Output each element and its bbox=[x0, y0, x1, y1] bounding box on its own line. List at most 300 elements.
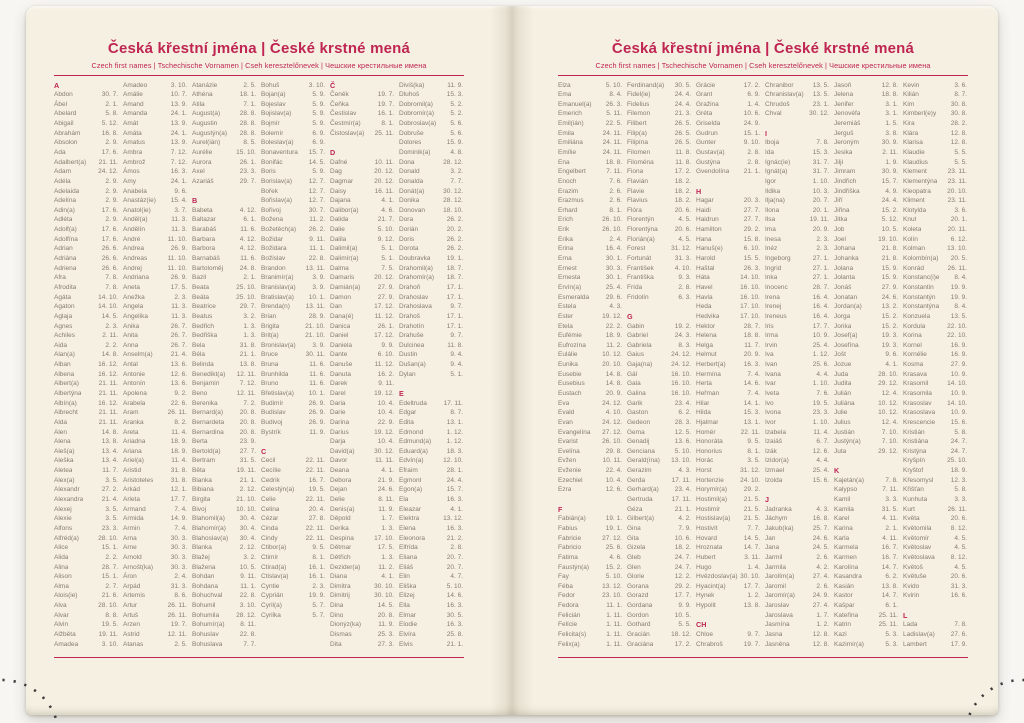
nameday-date: 30. 3. bbox=[170, 544, 187, 552]
nameday-date: 11. 3. bbox=[171, 216, 187, 224]
nameday-date: 9. 11. bbox=[240, 573, 256, 581]
nameday-date: 14. 5. bbox=[101, 312, 118, 320]
given-name: Daria bbox=[330, 399, 346, 407]
given-name: Donát(a) bbox=[399, 187, 425, 195]
name-entry bbox=[903, 215, 967, 225]
nameday-date: 17. 6. bbox=[101, 235, 118, 243]
nameday-date: 5. 3. bbox=[885, 631, 898, 639]
given-name: Krasoslav bbox=[903, 399, 932, 407]
nameday-date: 22. 5. bbox=[605, 120, 622, 128]
given-name: Dalimír(a) bbox=[330, 255, 359, 263]
nameday-date: 15. 9. bbox=[881, 274, 898, 282]
given-name: Aneta bbox=[123, 283, 140, 291]
nameday-date: 12. 7. bbox=[308, 197, 325, 205]
nameday-date: 15. 7. bbox=[446, 486, 463, 494]
given-name: Diana bbox=[330, 573, 347, 581]
nameday-date: 20. 7. bbox=[446, 553, 463, 561]
nameday-date: 20. 6. bbox=[674, 226, 691, 234]
name-entry bbox=[696, 379, 760, 389]
given-name: Jasna bbox=[765, 631, 783, 639]
given-name: Adin(a) bbox=[54, 206, 75, 214]
nameday-date: 1. 11. bbox=[606, 611, 622, 619]
given-name: Izák bbox=[765, 447, 777, 455]
given-name: Astrid bbox=[123, 631, 140, 639]
name-entry bbox=[696, 100, 760, 110]
nameday-date: 9. 11. bbox=[378, 380, 394, 388]
given-name: Klementýna bbox=[903, 177, 938, 185]
nameday-date: 25. 11. bbox=[878, 611, 898, 619]
nameday-date: 20. 7. bbox=[812, 197, 829, 205]
given-name: Atanázie bbox=[192, 81, 218, 89]
nameday-date: 30. 8. bbox=[950, 110, 967, 118]
nameday-date: 16. 3. bbox=[446, 621, 463, 629]
name-entry bbox=[261, 264, 325, 274]
name-entry bbox=[192, 476, 256, 486]
name-entry bbox=[627, 109, 691, 119]
name-entry bbox=[399, 177, 463, 187]
nameday-date: 19. 5. bbox=[308, 486, 325, 494]
given-name: Izmael bbox=[765, 467, 785, 475]
nameday-date: 27. 4. bbox=[812, 602, 829, 610]
nameday-date: 30. 3. bbox=[170, 534, 187, 542]
nameday-date: 17. 11. bbox=[671, 476, 691, 484]
name-day-list bbox=[54, 81, 464, 650]
nameday-date: 11. 2. bbox=[606, 341, 622, 349]
name-entry bbox=[765, 322, 829, 332]
name-entry bbox=[627, 206, 691, 216]
given-name: Ábel bbox=[54, 100, 68, 108]
right-page-header bbox=[558, 6, 968, 76]
given-name: Klotylda bbox=[903, 206, 927, 214]
nameday-date: 23. 4. bbox=[674, 486, 691, 494]
given-name: Jiří bbox=[834, 197, 843, 205]
nameday-date: 22. 8. bbox=[308, 255, 325, 263]
given-name: Alex(a) bbox=[54, 476, 75, 484]
nameday-date: 13. 9. bbox=[170, 139, 187, 147]
name-entry bbox=[192, 524, 256, 534]
nameday-date: 6. 9. bbox=[312, 139, 325, 147]
name-entry bbox=[834, 312, 898, 322]
nameday-date: 4. 2. bbox=[816, 563, 829, 571]
name-entry bbox=[627, 100, 691, 110]
name-entry bbox=[399, 138, 463, 148]
nameday-date: 18. 2. bbox=[674, 187, 691, 195]
given-name: Justián bbox=[834, 428, 855, 436]
name-entry bbox=[558, 350, 622, 360]
nameday-date: 19. 3. bbox=[881, 341, 898, 349]
given-name: Damaris bbox=[330, 274, 355, 282]
name-entry bbox=[192, 408, 256, 418]
given-name: Abelard bbox=[54, 110, 77, 118]
name-entry bbox=[696, 591, 760, 601]
nameday-date: 12. 11. bbox=[236, 390, 256, 397]
name-entry bbox=[54, 456, 118, 466]
nameday-date: 30. 9. bbox=[881, 168, 898, 176]
given-name: Dušan(a) bbox=[399, 361, 426, 369]
given-name: Ivona bbox=[765, 409, 781, 417]
given-name: Elvis bbox=[399, 640, 413, 648]
name-entry bbox=[765, 428, 829, 438]
given-name: Andrea bbox=[123, 245, 144, 253]
name-entry bbox=[192, 215, 256, 225]
letter-heading: D bbox=[330, 147, 336, 157]
given-name: Alexie bbox=[54, 515, 72, 523]
name-entry bbox=[399, 437, 463, 447]
nameday-date: 8. 11. bbox=[378, 496, 394, 504]
given-name: Jesika bbox=[834, 148, 853, 156]
name-entry bbox=[765, 244, 829, 254]
nameday-date: 2. 4. bbox=[609, 235, 622, 243]
name-entry bbox=[399, 582, 463, 592]
nameday-date: 30. 8. bbox=[950, 100, 967, 108]
nameday-date: 16. 4. bbox=[812, 293, 829, 301]
name-day-list bbox=[558, 81, 968, 650]
nameday-date: 23. 11. bbox=[947, 197, 967, 205]
name-entry bbox=[261, 370, 325, 380]
nameday-date: 8. 1. bbox=[747, 447, 760, 455]
nameday-date: 15. 2. bbox=[881, 312, 898, 320]
name-entry bbox=[54, 90, 118, 100]
given-name: Amadea bbox=[54, 640, 79, 648]
name-entry bbox=[765, 611, 829, 621]
given-name: Gordana bbox=[627, 602, 653, 610]
given-name: Inka bbox=[765, 274, 778, 282]
nameday-date: 2. 8. bbox=[450, 544, 463, 552]
nameday-date: 11. 6. bbox=[309, 361, 325, 369]
nameday-date: 12. 8. bbox=[950, 129, 967, 137]
name-entry bbox=[261, 582, 325, 592]
name-entry bbox=[903, 293, 967, 303]
name-entry bbox=[696, 90, 760, 100]
nameday-date: 28. 10. bbox=[98, 534, 118, 542]
given-name: Kristýna bbox=[903, 447, 927, 455]
given-name: Julius bbox=[834, 418, 851, 426]
name-entry bbox=[627, 572, 691, 582]
nameday-date: 27. 7. bbox=[743, 216, 760, 224]
name-entry bbox=[903, 148, 967, 158]
name-entry bbox=[54, 350, 118, 360]
given-name: Brunhilda bbox=[261, 370, 289, 378]
nameday-date: 3. 9. bbox=[312, 274, 325, 282]
nameday-date: 26. 9. bbox=[308, 409, 325, 417]
given-name: Květoslava bbox=[903, 553, 935, 561]
name-entry bbox=[330, 456, 394, 466]
given-name: Doris bbox=[399, 235, 415, 243]
nameday-date: 17. 6. bbox=[101, 206, 118, 214]
given-name: Dalimil(a) bbox=[330, 245, 358, 253]
nameday-date: 13. 10. bbox=[671, 457, 691, 465]
nameday-date: 31. 12. bbox=[671, 245, 691, 253]
name-column bbox=[261, 81, 325, 650]
given-name: Lada bbox=[903, 621, 918, 629]
name-entry bbox=[192, 90, 256, 100]
name-entry bbox=[627, 620, 691, 630]
name-entry bbox=[123, 524, 187, 534]
given-name: Ladislav(a) bbox=[903, 631, 935, 639]
name-entry bbox=[192, 379, 256, 389]
name-entry bbox=[123, 331, 187, 341]
given-name: Horác bbox=[696, 457, 714, 465]
given-name: Elena bbox=[399, 524, 416, 532]
nameday-date: 22. 4. bbox=[605, 467, 622, 475]
nameday-date: 4. 3. bbox=[816, 505, 829, 513]
nameday-date: 25. 10. bbox=[947, 457, 967, 465]
nameday-date: 25. 4. bbox=[812, 341, 829, 349]
given-name: Eunika bbox=[558, 361, 578, 369]
given-name: Emiliána bbox=[558, 139, 583, 147]
nameday-date: 19. 10. bbox=[878, 235, 898, 243]
nameday-date: 7. 11. bbox=[882, 486, 898, 494]
name-entry bbox=[123, 81, 187, 91]
given-name: Karel bbox=[834, 515, 850, 523]
nameday-date: 20. 8. bbox=[239, 428, 256, 436]
nameday-date: 31. 7. bbox=[812, 158, 829, 166]
nameday-date: 24. 12. bbox=[602, 418, 622, 426]
given-name: Afrodita bbox=[54, 283, 77, 291]
nameday-date: 15. 4. bbox=[170, 197, 187, 205]
name-entry bbox=[54, 187, 118, 197]
given-name: Květuše bbox=[903, 573, 927, 581]
name-entry bbox=[903, 408, 967, 418]
name-entry bbox=[123, 611, 187, 621]
name-entry bbox=[558, 447, 622, 457]
nameday-date: 15. 3. bbox=[812, 148, 829, 156]
name-entry bbox=[834, 196, 898, 206]
given-name: Augustin bbox=[192, 120, 218, 128]
nameday-date: 10. 4. bbox=[377, 438, 394, 446]
given-name: Gorana bbox=[627, 582, 649, 590]
nameday-date: 3. 11. bbox=[744, 553, 760, 561]
given-name: Anatol(ie) bbox=[123, 206, 151, 214]
name-entry bbox=[330, 611, 394, 621]
name-entry bbox=[903, 244, 967, 254]
name-entry bbox=[558, 341, 622, 351]
name-entry bbox=[903, 312, 967, 322]
nameday-date: 29. 12. bbox=[878, 447, 898, 455]
nameday-date: 20. 1. bbox=[950, 216, 967, 224]
given-name: Alfons bbox=[54, 524, 73, 532]
nameday-date: 27. 8. bbox=[308, 515, 325, 523]
given-name: Axel bbox=[192, 168, 205, 176]
nameday-date: 13. 9. bbox=[170, 100, 187, 108]
name-entry bbox=[558, 215, 622, 225]
given-name: David(a) bbox=[330, 447, 355, 455]
nameday-date: 23. 3. bbox=[101, 524, 118, 532]
given-name: Fabricie bbox=[558, 534, 582, 542]
given-name: Filip(a) bbox=[627, 129, 647, 137]
nameday-date: 5. 10. bbox=[446, 582, 463, 590]
given-name: Izolda bbox=[765, 476, 783, 484]
name-entry bbox=[627, 543, 691, 553]
given-name: Lambert bbox=[903, 640, 927, 648]
name-entry bbox=[192, 582, 256, 592]
name-entry bbox=[765, 148, 829, 158]
name-entry bbox=[696, 399, 760, 409]
name-entry bbox=[123, 341, 187, 351]
name-entry bbox=[123, 630, 187, 640]
name-entry bbox=[834, 514, 898, 524]
given-name: Eulálie bbox=[558, 351, 578, 359]
given-name: Irma bbox=[765, 332, 778, 340]
nameday-date: 14. 10. bbox=[98, 293, 118, 301]
name-entry bbox=[330, 476, 394, 486]
nameday-date: 18. 9. bbox=[950, 467, 967, 475]
name-entry bbox=[399, 341, 463, 351]
given-name: Eufrozína bbox=[558, 341, 586, 349]
nameday-date: 2. 3. bbox=[105, 322, 118, 330]
nameday-date: 26. 2. bbox=[308, 226, 325, 234]
name-entry bbox=[123, 553, 187, 563]
given-name: Bojeslav bbox=[261, 100, 286, 108]
nameday-date: 5. 1. bbox=[381, 255, 394, 263]
name-entry bbox=[765, 534, 829, 544]
nameday-date: 21. 11. bbox=[98, 158, 118, 166]
nameday-date: 24. 8. bbox=[239, 264, 256, 272]
nameday-date: 30. 7. bbox=[308, 206, 325, 214]
nameday-date: 2. 6. bbox=[609, 187, 622, 195]
name-entry bbox=[54, 466, 118, 476]
given-name: Fatima bbox=[558, 553, 578, 561]
nameday-date: 20. 8. bbox=[239, 409, 256, 417]
given-name: Ireneus bbox=[765, 312, 787, 320]
given-name: Cyntie bbox=[261, 582, 280, 590]
given-name: Aristid bbox=[123, 467, 142, 475]
given-name: Julián bbox=[834, 390, 851, 397]
given-name: Fiona bbox=[627, 168, 644, 176]
given-name: Jorga bbox=[834, 312, 851, 320]
given-name: Eliška bbox=[399, 582, 417, 590]
given-name: Kryštof bbox=[903, 467, 924, 475]
given-name: Gala bbox=[627, 380, 641, 388]
name-entry bbox=[765, 158, 829, 168]
nameday-date: 20. 8. bbox=[239, 418, 256, 426]
nameday-date: 22. 2. bbox=[605, 322, 622, 330]
name-entry bbox=[765, 206, 829, 216]
nameday-date: 14. 8. bbox=[605, 380, 622, 388]
nameday-date: 3. 1. bbox=[885, 110, 898, 118]
spacer-row bbox=[261, 437, 325, 447]
name-entry bbox=[123, 90, 187, 100]
given-name: Honoráta bbox=[696, 438, 723, 446]
given-name: Dalma bbox=[330, 264, 349, 272]
nameday-date: 1. 2. bbox=[816, 621, 829, 629]
nameday-date: 11. 3. bbox=[171, 226, 187, 234]
nameday-date: 21. 8. bbox=[881, 245, 898, 253]
given-name: Kevin bbox=[903, 81, 920, 89]
nameday-date: 12. 4. bbox=[881, 418, 898, 426]
given-name: Krasava bbox=[903, 370, 927, 378]
given-name: Agnes bbox=[54, 322, 73, 330]
name-entry bbox=[261, 360, 325, 370]
name-entry bbox=[54, 264, 118, 274]
name-entry bbox=[558, 119, 622, 129]
given-name: Galina bbox=[627, 390, 646, 397]
given-name: Filipína bbox=[627, 139, 648, 147]
nameday-date: 15. 3. bbox=[446, 91, 463, 99]
given-name: Azariáš bbox=[192, 177, 214, 185]
given-name: Bystrík bbox=[261, 428, 281, 436]
name-entry bbox=[192, 331, 256, 341]
nameday-date: 17. 7. bbox=[812, 322, 829, 330]
given-name: Alva bbox=[54, 602, 67, 610]
given-name: Ima bbox=[765, 226, 776, 234]
given-name: Ctislav(a) bbox=[261, 573, 289, 581]
given-name: Evženie bbox=[558, 467, 582, 475]
nameday-date: 4. 5. bbox=[954, 534, 967, 542]
given-name: Heda bbox=[696, 303, 712, 311]
name-entry bbox=[627, 360, 691, 370]
nameday-date: 27. 1. bbox=[812, 255, 829, 263]
name-entry bbox=[399, 611, 463, 621]
name-entry bbox=[696, 408, 760, 418]
name-entry bbox=[399, 591, 463, 601]
name-entry bbox=[261, 379, 325, 389]
nameday-date: 23. 11. bbox=[947, 168, 967, 176]
given-name: Birgita bbox=[192, 496, 211, 504]
nameday-date: 13. 9. bbox=[170, 120, 187, 128]
nameday-date: 16. 6. bbox=[950, 592, 967, 600]
nameday-date: 19. 7. bbox=[377, 100, 394, 108]
given-name: Korina bbox=[903, 332, 922, 340]
given-name: Delie bbox=[330, 496, 345, 504]
nameday-date: 16. 4. bbox=[812, 303, 829, 311]
nameday-date: 26. 3. bbox=[605, 100, 622, 108]
name-entry bbox=[192, 312, 256, 322]
name-entry bbox=[558, 360, 622, 370]
nameday-date: 1. 11. bbox=[606, 621, 622, 629]
nameday-date: 28. 10. bbox=[878, 370, 898, 378]
given-name: Borislav(a) bbox=[261, 177, 293, 185]
nameday-date: 7. 4. bbox=[747, 390, 760, 397]
name-entry bbox=[123, 370, 187, 380]
given-name: Jindřich bbox=[834, 177, 857, 185]
name-entry bbox=[192, 447, 256, 457]
name-entry bbox=[123, 293, 187, 303]
name-entry bbox=[54, 543, 118, 553]
nameday-date: 16. 1. bbox=[377, 110, 394, 118]
given-name: Engelbert bbox=[558, 168, 586, 176]
name-entry bbox=[834, 273, 898, 283]
given-name: Hilar bbox=[696, 399, 710, 407]
nameday-date: 17. 2. bbox=[743, 81, 760, 89]
nameday-date: 6. 9. bbox=[747, 91, 760, 99]
name-entry bbox=[696, 428, 760, 438]
name-entry bbox=[834, 225, 898, 235]
nameday-date: 30. 12. bbox=[374, 447, 394, 455]
nameday-date: 3. 3. bbox=[954, 496, 967, 504]
name-entry bbox=[399, 466, 463, 476]
given-name: Koleta bbox=[903, 226, 922, 234]
given-name: Kimberl(e)y bbox=[903, 110, 937, 118]
name-entry bbox=[54, 534, 118, 544]
nameday-date: 19. 7. bbox=[743, 640, 760, 648]
nameday-date: 1. 4. bbox=[747, 100, 760, 108]
nameday-date: 11. 3. bbox=[171, 312, 187, 320]
name-entry bbox=[261, 611, 325, 621]
nameday-date: 4. 8. bbox=[450, 148, 463, 156]
nameday-date: 16. 9. bbox=[950, 351, 967, 359]
name-entry bbox=[399, 495, 463, 505]
name-entry bbox=[903, 90, 967, 100]
nameday-date: 4. 5. bbox=[954, 563, 967, 571]
nameday-date: 22. 8. bbox=[239, 631, 256, 639]
nameday-date: 26. 2. bbox=[446, 216, 463, 224]
given-name: Felix(a) bbox=[558, 640, 580, 648]
given-name: Barnabáš bbox=[192, 255, 220, 263]
name-entry bbox=[330, 543, 394, 553]
given-name: Blahomír(a) bbox=[192, 524, 226, 532]
nameday-date: 20. 9. bbox=[812, 226, 829, 234]
